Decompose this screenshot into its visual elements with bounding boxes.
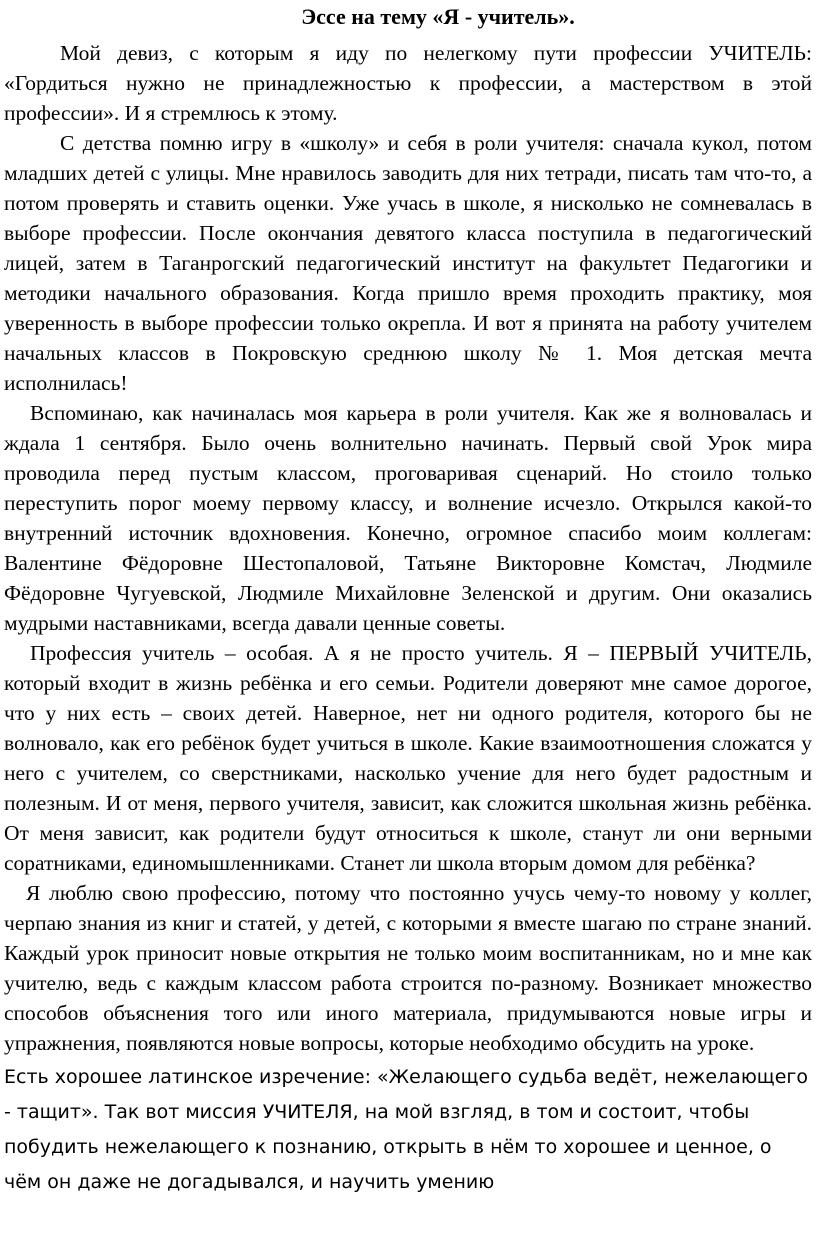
- paragraph-first-teacher: Профессия учитель – особая. А я не просто учитель. Я – ПЕРВЫЙ УЧИТЕЛЬ, который входит в жизнь ребёнка и его семьи. Родители доверяют мне самое дорогое, что у них есть – своих детей. Наверное, нет ни одного родителя, которого бы не волновало, как его ребёнок будет учиться в школе. Какие взаимоотношения сложатся у него с учителем, со сверстниками, насколько учение для него будет радостным и полезным. И от меня, первого учителя, зависит, как сложится школьная жизнь ребёнка. От меня зависит, как родители будут относиться к школе, станут ли они верными соратниками, единомышленниками. Станет ли школа вторым домом для ребёнка?: [4, 641, 812, 875]
- paragraph-love-profession: Я люблю свою профессию, потому что постоянно учусь чему-то новому у коллег, черпаю знания из книг и статей, у детей, с которыми я вместе шагаю по стране знаний. Каждый урок приносит новые открытия не только моим воспитанникам, но и мне как учителю, ведь с каждым классом работа строится по-разному. Возникает множество способов объяснения того или иного материала, придумываются новые игры и упражнения, появляются новые вопросы, которые необходимо обсудить на уроке.: [4, 881, 812, 1055]
- essay-title: Эссе на тему «Я - учитель».: [301, 4, 575, 29]
- paragraph-childhood: С детства помню игру в «школу» и себя в роли учителя: сначала кукол, потом младших детей с улицы. Мне нравилось заводить для них тетради, писать там что-то, а потом проверять и ставить оценки. Уже учась в школе, я нисколько не сомневалась в выборе профессии. После окончания девятого класса поступила в педагогический лицей, затем в Таганрогский педагогический институт на факультет Педагогики и методики начального образования. Когда пришло время проходить практику, моя уверенность в выборе профессии только окрепла. И вот я принята на работу учителем начальных классов в Покровскую среднюю школу № 1. Моя детская мечта исполнилась!: [4, 131, 812, 395]
- paragraph-closing: Есть хорошее латинское изречение: «Желающего судьба ведёт, нежелающего - тащит». Так вот миссия УЧИТЕЛЯ, на мой взгляд, в том и состоит, чтобы побудить нежелающего к познанию, открыть в нём то хорошее и ценное, о чём он даже не догадывался, и научить умению: [4, 1066, 809, 1193]
- paragraph-motto: Мой девиз, с которым я иду по нелегкому пути профессии УЧИТЕЛЬ: «Гордиться нужно не принадлежностью к профессии, а мастерством в этой профессии». И я стремлюсь к этому.: [4, 41, 812, 125]
- paragraph-career-start: Вспоминаю, как начиналась моя карьера в роли учителя. Как же я волновалась и ждала 1 сентября. Было очень волнительно начинать. Первый свой Урок мира проводила перед пустым классом, проговаривая сценарий. Но стоило только переступить порог моему первому классу, и волнение исчезло. Открылся какой-то внутренний источник вдохновения. Конечно, огромное спасибо моим коллегам: Валентине Фёдоровне Шестопаловой, Татьяне Викторовне Комстач, Людмиле Фёдоровне Чугуевской, Людмиле Михайловне Зеленской и другим. Они оказались мудрыми наставниками, всегда давали ценные советы.: [4, 401, 812, 635]
